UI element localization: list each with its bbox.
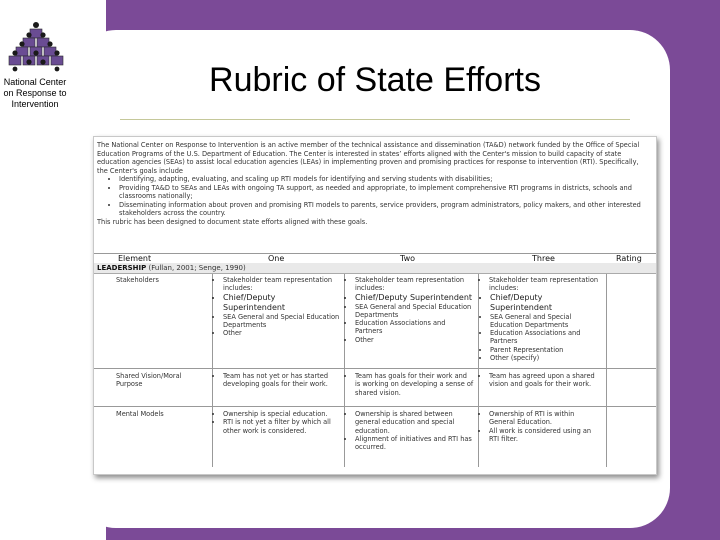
goals-list — [97, 175, 651, 218]
row-divider — [94, 406, 656, 407]
cell-item: • Ownership is shared between general education and special education. — [355, 410, 474, 435]
stacked-people-icon — [8, 20, 64, 72]
header-one: One — [268, 254, 285, 263]
title-divider — [120, 119, 630, 120]
cell-item: • Education Associations and Partners — [355, 319, 474, 336]
section-label: LEADERSHIP — [97, 264, 147, 272]
cell-intro: • Stakeholder team representation includes: — [355, 276, 474, 293]
cell-item: • SEA General and Special Education Departments — [490, 313, 602, 330]
cell-intro: • Stakeholder team representation includes: — [489, 276, 602, 293]
cell-stakeholders-one — [214, 276, 340, 337]
cell-shared-vision-three — [480, 372, 602, 389]
cell-item: • Chief/Deputy Superintendent — [355, 293, 474, 303]
cell-mental-models-three — [480, 410, 602, 443]
cell-item: • Other (specify) — [490, 354, 602, 362]
cell-item: • Ownership is special education. — [223, 410, 340, 418]
cell-item: • Ownership of RTI is within General Education. — [489, 410, 602, 427]
cell-mental-models-two — [346, 410, 474, 451]
cell-item: • RTI is not yet a filter by which all other work is considered. — [223, 418, 340, 435]
row-label-mental-models: Mental Models — [116, 410, 164, 418]
header-three: Three — [532, 254, 555, 263]
cell-item: • Other — [355, 336, 474, 344]
cell-item: • Chief/Deputy Superintendent — [223, 293, 340, 313]
row-label-stakeholders: Stakeholders — [116, 276, 159, 284]
cell-item: • Education Associations and Partners — [490, 329, 602, 346]
cell-mental-models-one — [214, 410, 340, 435]
intro-text — [97, 141, 651, 226]
header-two: Two — [400, 254, 415, 263]
row-label-shared-vision: Shared Vision/Moral Purpose — [116, 372, 182, 389]
cell-item: • Team has agreed upon a shared vision and goals for their work. — [489, 372, 602, 389]
cell-item: • Team has goals for their work and is working on developing a sense of shared vision. — [355, 372, 474, 397]
intro-paragraph: The National Center on Response to Intervention is an active member of the technical assistance and dissemination (TA&D) network funded by the Office of Special Education Programs of the U.S. Department of Education. The Center is interested in states’ efforts aligned with the Center's mission to build capacity of state education agencies (SEAs) to assist local education agencies (LEAs) in implementing proven and promising practices for response to intervention (RTI). Specifically, the Center's goals include — [97, 141, 640, 175]
column-divider — [478, 274, 479, 467]
org-name: National Center on Response to Intervention — [3, 77, 67, 109]
page-title: Rubric of State Efforts — [209, 61, 541, 99]
goal-item: • Providing TA&D to SEAs and LEAs with ongoing TA support, as needed and appropriate, to implement comprehensive RTI programs in districts, schools and classrooms nationally; — [119, 184, 651, 201]
cell-shared-vision-two — [346, 372, 474, 397]
goal-item: • Identifying, adapting, evaluating, and scaling up RTI models for identifying and serving students with disabilities; — [119, 175, 651, 184]
header-element: Element — [118, 254, 152, 263]
cell-item: • Parent Representation — [490, 346, 602, 354]
column-divider — [606, 274, 607, 467]
cell-item: • SEA General and Special Education Departments — [355, 303, 474, 320]
cell-item: • Chief/Deputy Superintendent — [490, 293, 602, 313]
header-rating: Rating — [616, 254, 642, 263]
cell-item: • All work is considered using an RTI filter. — [489, 427, 602, 444]
closing-text: This rubric has been designed to document state efforts aligned with these goals. — [97, 217, 368, 226]
cell-item: • Team has not yet or has started developing goals for their work. — [223, 372, 340, 389]
column-divider — [212, 274, 213, 467]
section-row — [94, 263, 656, 274]
goal-item: • Disseminating information about proven and promising RTI models to parents, service providers, program administrators, policy makers, and other interested stakeholders across the country. — [119, 201, 651, 218]
cell-item: • Alignment of initiatives and RTI has occurred. — [355, 435, 474, 452]
rubric-document — [93, 136, 657, 475]
cell-item: • Other — [223, 329, 340, 337]
section-citation: (Fullan, 2001; Senge, 1990) — [148, 264, 246, 272]
cell-item: • SEA General and Special Education Departments — [223, 313, 340, 330]
cell-stakeholders-three — [480, 276, 602, 362]
row-divider — [94, 368, 656, 369]
cell-intro: • Stakeholder team representation includes: — [223, 276, 340, 293]
cell-shared-vision-one — [214, 372, 340, 389]
cell-stakeholders-two — [346, 276, 474, 344]
